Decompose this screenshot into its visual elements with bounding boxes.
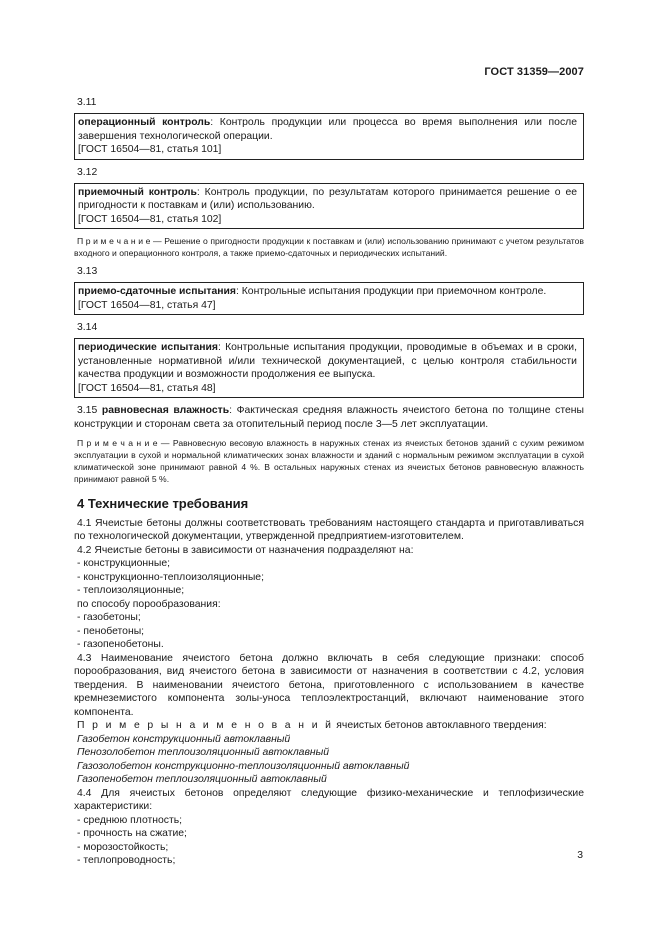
example-item: Газопенобетон теплоизоляционный автоклавный — [77, 774, 327, 785]
list-item: - газопенобетоны. — [77, 639, 164, 650]
definition-term: равновесная влажность — [101, 405, 230, 416]
list-item: - среднюю плотность; — [77, 814, 183, 826]
definition-paragraph — [74, 404, 584, 431]
characteristics-list — [74, 814, 584, 868]
note-text: Равновесную весовую влажность в наружных стенах из ячеистых бетонов зданий с сухим режимом эксплуатации в сухой и нормальной климатических зонах влажности и зданий с нормальным режимом эксплуатации в сухой климатической зоне принимают равной 4 %. В остальных наружных стенах из ячеистых бетонов равновесную влажность принимают равной 5 %. — [74, 438, 584, 484]
purpose-list — [74, 557, 584, 598]
list-item: - конструкционно-теплоизоляционные; — [77, 571, 264, 583]
definition-box — [74, 282, 584, 315]
definition-box — [74, 338, 584, 398]
paragraph-4-4: 4.4 Для ячеистых бетонов определяют следующие физико-механические и теплофизические характеристики: — [74, 787, 584, 812]
note-text: Решение о пригодности продукции к поставкам и (или) использованию принимают с учетом результатов входного и операционного контроля, а также приемо-сдаточных и периодических испытаний. — [74, 236, 584, 258]
note-label: П р и м е ч а н и е — — [77, 438, 170, 448]
document-number: ГОСТ 31359—2007 — [484, 66, 584, 78]
page-content — [74, 96, 584, 868]
list-item: - пенобетоны; — [77, 625, 145, 637]
definition-number: 3.12 — [77, 166, 98, 178]
note — [74, 437, 584, 485]
definition-text: : Контрольные испытания продукции, проводимые в объемах и в сроки, установленные нормативной и/или технической документацией, с целью контроля стабильности качества продукции и возможности продолжения ее выпуска. — [78, 342, 577, 380]
paragraph-4-2: 4.2 Ячеистые бетоны в зависимости от назначения подразделяют на: — [77, 544, 414, 556]
list-item: - газобетоны; — [77, 612, 141, 623]
examples-tail: ячеистых бетонов автоклавного твердения: — [333, 720, 547, 731]
paragraph-4-3: 4.3 Наименование ячеистого бетона должно включать в себя следующие признаки: способ порообразования, вид ячеистого бетона в зависимости от назначения в соответствии с 4.2, условия твердения. В наименовании ячеистого бетона, приготовленного с использованием в качестве кремнеземистого компонента золы-уноса теплоэлектростанций, включают наименование этого компонента. — [74, 652, 584, 718]
definition-text: : Фактическая средняя влажность ячеистого бетона по толщине стены конструкции и сторонам света за отопительный период после 3—5 лет эксплуатации. — [74, 405, 584, 430]
list-item: - морозостойкость; — [77, 841, 169, 853]
definition-number: 3.11 — [77, 97, 97, 108]
paragraph-4-1: 4.1 Ячеистые бетоны должны соответствовать требованиям настоящего стандарта и приготавливаться по технологической документации, утвержденной предприятием-изготовителем. — [74, 517, 584, 542]
definition-reference: [ГОСТ 16504—81, статья 47] — [78, 299, 216, 311]
examples-label: П р и м е р ы н а и м е н о в а н и й — [77, 720, 334, 731]
example-item: Пенозолобетон теплоизоляционный автоклавный — [77, 747, 330, 758]
definition-reference: [ГОСТ 16504—81, статья 101] — [78, 144, 222, 155]
example-item: Газобетон конструкционный автоклавный — [77, 733, 291, 745]
definition-text: : Контроль продукции, по результатам которого принимается решение о ее пригодности к поставкам и (или) использованию. — [78, 186, 577, 211]
definition-box — [74, 113, 584, 160]
example-item: Газозолобетон конструкционно-теплоизоляционный автоклавный — [77, 760, 410, 772]
definition-term: приемочный контроль — [78, 186, 197, 198]
definition-reference: [ГОСТ 16504—81, статья 102] — [78, 213, 222, 225]
page-number: 3 — [577, 850, 583, 861]
definition-text: : Контрольные испытания продукции при приемочном контроле. — [235, 286, 547, 297]
definition-reference: [ГОСТ 16504—81, статья 48] — [78, 382, 216, 394]
definition-term: операционный контроль — [78, 117, 211, 128]
definition-term: приемо-сдаточные испытания — [78, 286, 236, 297]
definition-number: 3.15 — [77, 405, 98, 416]
definition-number: 3.13 — [77, 266, 98, 277]
definition-box — [74, 183, 584, 230]
note — [74, 235, 584, 259]
list-item: - теплоизоляционные; — [77, 585, 185, 596]
section-heading: 4 Технические требования — [77, 496, 249, 511]
pore-method-label: по способу порообразования: — [77, 598, 221, 610]
definition-text: : Контроль продукции или процесса во время выполнения или после завершения технологической операции. — [78, 117, 577, 142]
list-item: - конструкционные; — [77, 558, 171, 569]
examples-intro — [74, 719, 584, 733]
list-item: - теплопроводность; — [77, 855, 176, 866]
definition-number: 3.14 — [77, 322, 98, 333]
definition-term: периодические испытания — [78, 342, 218, 353]
list-item: - прочность на сжатие; — [77, 828, 187, 839]
note-label: П р и м е ч а н и е — — [77, 236, 162, 246]
pore-method-list — [74, 611, 584, 652]
